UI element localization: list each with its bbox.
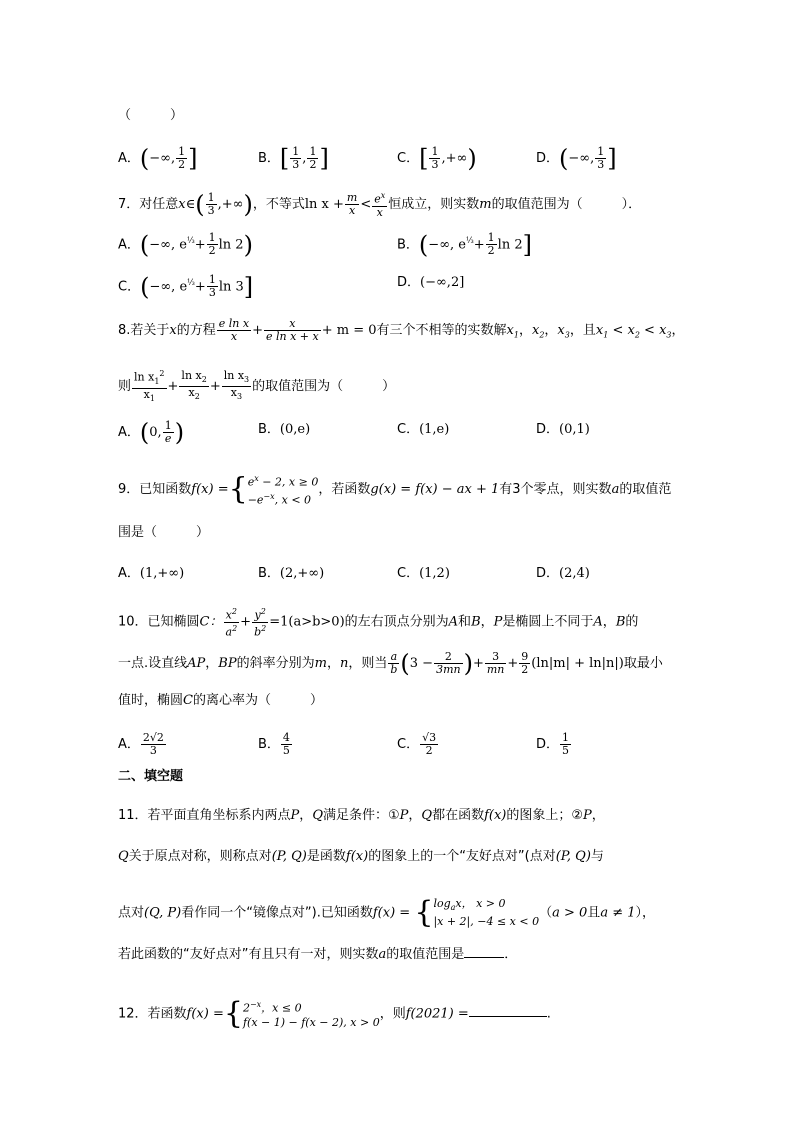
section-heading-fill-in: 二、填空题 [118, 769, 184, 784]
q10-option-b[interactable]: B． $\frac{4}{5}$ [258, 731, 290, 757]
q6-option-b[interactable]: B．[ $\frac{1}{3}$ , $\frac{1}{2}$ ] [258, 144, 329, 173]
answer-blank[interactable] [469, 1003, 547, 1017]
answer-paren: （ ） [118, 108, 184, 123]
q10-stem: 10．已知椭圆C： $\frac{x^2}{a^2}$ + $\frac{y^2}{b^2}$ =1(a>b>0)的左右顶点分别为A和B，P是椭圆上不同于A，B的 [118, 607, 639, 639]
q8-option-a[interactable]: A．(0, $\frac{1}{e}$ ) [118, 418, 185, 447]
answer-blank[interactable] [464, 944, 504, 958]
q10-stem-line3: 值时，椭圆C的离心率为（ ） [118, 693, 323, 708]
q9-stem-line2: 围是（ ） [118, 525, 210, 540]
q7-option-d[interactable]: D．(−∞,2] [397, 275, 465, 290]
q10-option-c[interactable]: C． $\frac{√3}{2}$ [397, 731, 437, 757]
q6-option-c[interactable]: C．[ $\frac{1}{3}$ ,+∞) [397, 144, 477, 173]
q8-option-b[interactable]: B．(0,e) [258, 422, 311, 437]
q9-option-d[interactable]: D．(2,4) [536, 566, 590, 581]
q7-option-c[interactable]: C．(−∞, $e^{\frac{1}{3}}+$ $\frac{1}{3}$ ln 3] [118, 272, 254, 301]
q10-option-a[interactable]: A． $\frac{2√2}{3}$ [118, 731, 164, 757]
q8-stem: 8.若关于x的方程 $\frac{\text{e ln x}}{x}$ + $\frac{x}{\text{e ln x + x}}$ + m = 0有三个不相等的实数解$x_1$，$x_2$，$x_3$，且$x_1 < x_2 < x_3$， [118, 317, 685, 343]
q11-stem-line3: 点对(Q, P)看作同一个“镜像点对”).已知函数f(x) = { $\log_ax$， x > 0 |x + 2|, −4 ≤ x < 0 （a > 0且a ≠ 1）， [118, 895, 656, 931]
q11-stem-line2: Q关于原点对称，则称点对(P, Q)是函数f(x)的图象上的一个“友好点对”(点对(P, Q)与 [118, 849, 604, 864]
q12-stem: 12．若函数f(x) ={ $2^{-x}$，x ≤ 0 f(x − 1) − f(x − 2), x > 0 ，则f(2021) = . [118, 995, 551, 1031]
q10-stem-line2: 一点.设直线AP，BP的斜率分别为m，n，则当 $\frac{a}{b}$ (3 − $\frac{2}{3mn}$ )+ $\frac{3}{mn}$ + $\frac{9}{2}$ (ln|m| + ln|n|)取最小 [118, 649, 663, 678]
q11-stem: 11．若平面直角坐标系内两点P，Q满足条件：①P，Q都在函数f(x)的图象上；②P， [118, 808, 605, 823]
q8-option-c[interactable]: C．(1,e) [397, 422, 450, 437]
q9-option-c[interactable]: C．(1,2) [397, 566, 450, 581]
q6-option-d[interactable]: D．(−∞, $\frac{1}{3}$ ] [536, 144, 617, 173]
q9-option-a[interactable]: A．(1,+∞) [118, 566, 185, 581]
q7-stem: 7．对任意x∈( $\frac{1}{3}$ ,+∞)，不等式ln x + $\frac{m}{x}$ < $\frac{e^x}{x}$ 恒成立，则实数m的取值范围为（ ）． [118, 190, 642, 219]
q9-stem: 9．已知函数f(x) ={ $e^x - 2$, x ≥ 0 $-e^{-x}$, x < 0 ，若函数g(x) = f(x) − ax + 1有3个零点，则实数a的取值范 [118, 471, 672, 507]
q8-option-d[interactable]: D．(0,1) [536, 422, 590, 437]
q9-option-b[interactable]: B．(2,+∞) [258, 566, 325, 581]
q7-option-b[interactable]: B．(−∞, $e^{\frac{1}{3}}+$ $\frac{1}{2}$ ln 2] [397, 230, 532, 259]
q8-stem-line2: 则 $\frac{\ln x_1^2}{x_1}$ + $\frac{\ln x_2}{x_2}$ + $\frac{\ln x_3}{x_3}$ 的取值范围为（ ） [118, 368, 396, 404]
q10-option-d[interactable]: D． $\frac{1}{5}$ [536, 731, 570, 757]
q11-stem-line4: 若此函数的“友好点对”有且只有一对，则实数a的取值范围是 ． [118, 944, 517, 965]
q7-option-a[interactable]: A．(−∞, $e^{\frac{1}{3}}+$ $\frac{1}{2}$ ln 2) [118, 230, 253, 259]
q6-option-a[interactable]: A．(−∞, $\frac{1}{2}$ ] [118, 144, 198, 173]
